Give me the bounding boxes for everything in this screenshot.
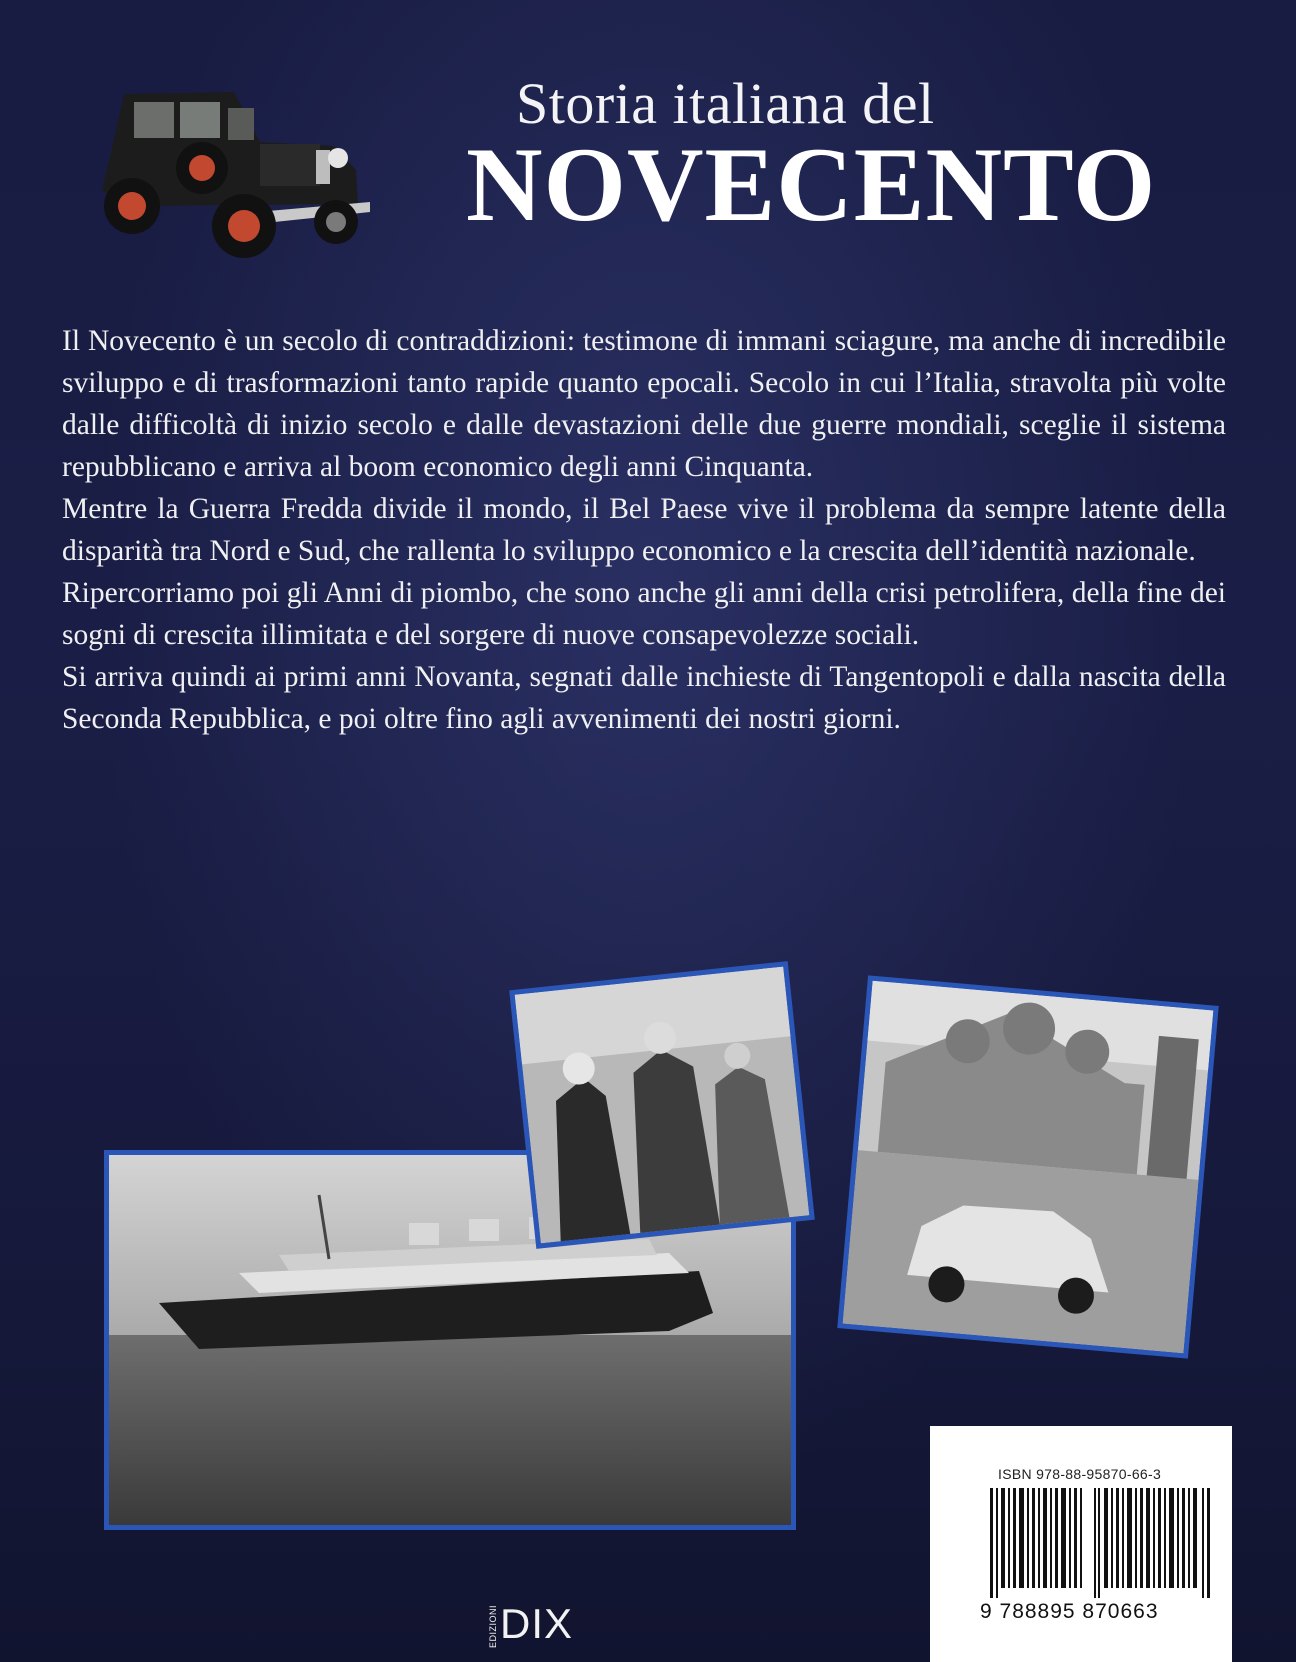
title-line-2: NOVECENTO [466,126,1157,243]
military-officers-photo [509,961,815,1249]
paragraph-4: Si arriva quindi ai primi anni Novanta, segnati dalle inchieste di Tangentopoli e dalla nascita della Seconda Repubblica, e poi oltre fino agli avvenimenti dei nostri giorni. [62,661,1226,735]
publisher-name: DIX [500,1600,574,1647]
paragraph-2: Mentre la Guerra Fredda divide il mondo, il Bel Paese vive il problema da sempre latente della disparità tra Nord e Sud, che rallenta lo sviluppo economico e la crescita dell’identità nazionale. [62,493,1226,567]
paragraph-1: Il Novecento è un secolo di contraddizioni: testimone di immani sciagure, ma anche di incredibile sviluppo e di trasformazioni tanto rapide quanto epocali. Secolo in cui l’Italia, stravolta più volte dalle difficoltà di inizio secolo e dalle devastazioni delle due guerre mondiali, sceglie il sistema repubblicano e arriva al boom economico degli anni Cinquanta. [62,325,1226,483]
description-text [62,320,1226,740]
title-line-1: Storia italiana del [516,71,935,136]
vintage-car-image [84,86,374,262]
barcode-icon [990,1488,1210,1598]
publisher-logo [488,1600,573,1648]
publisher-small-label: EDIZIONI [488,1605,498,1649]
venice-square-photo [837,975,1219,1358]
paragraph-3: Ripercorriamo poi gli Anni di piombo, che sono anche gli anni della crisi petrolifera, della fine dei sogni di crescita illimitata e del sorgere di nuove consapevolezze sociali. [62,577,1226,651]
barcode-box [930,1426,1232,1662]
isbn-label: ISBN 978-88-95870-66-3 [998,1466,1162,1482]
barcode-digits: 9 788895 870663 [980,1600,1159,1623]
